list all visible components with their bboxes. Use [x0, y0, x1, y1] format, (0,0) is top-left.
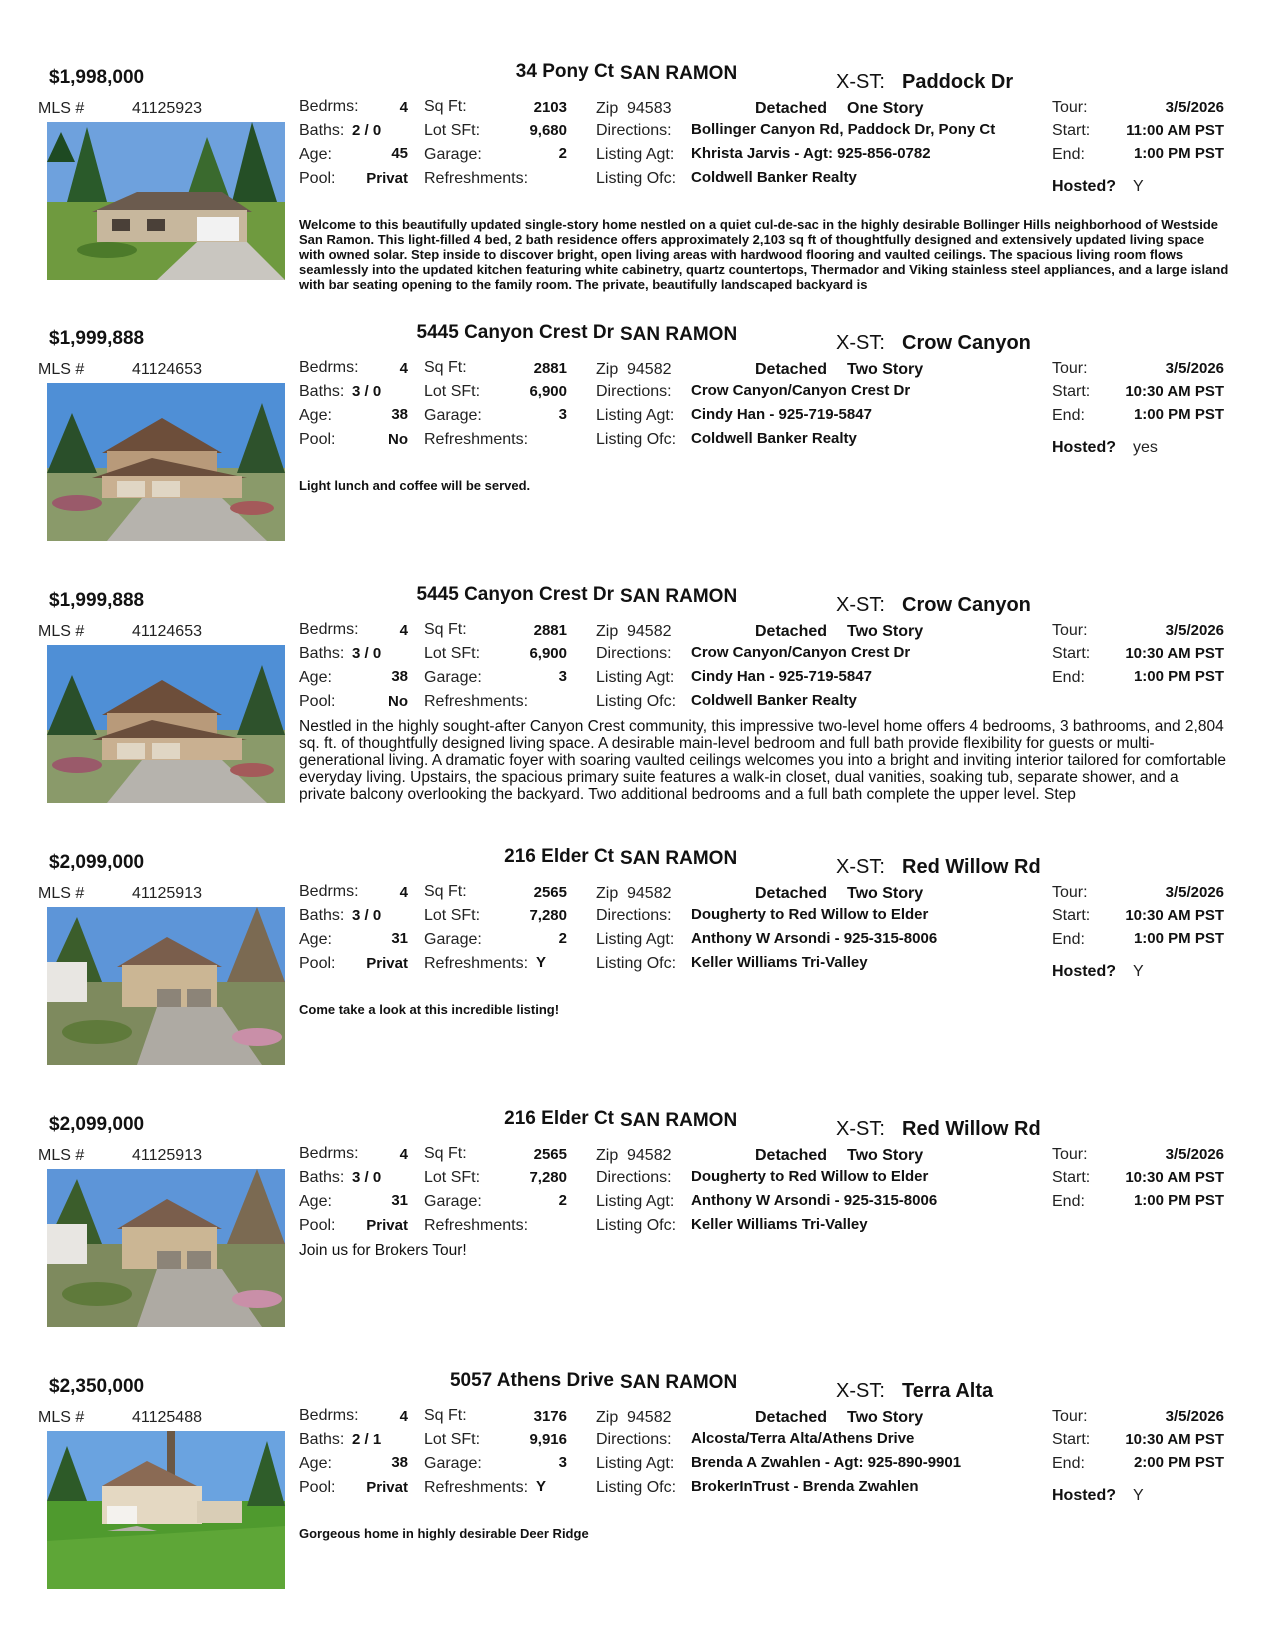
baths-value: 2 / 0	[352, 122, 382, 139]
start-label: Start:	[1052, 1169, 1091, 1186]
agent-value: Cindy Han - 925-719-5847	[691, 668, 872, 685]
start-label: Start:	[1052, 645, 1091, 662]
age-value: 31	[391, 1192, 408, 1209]
zip-value: 94582	[627, 885, 672, 902]
tour-date: 3/5/2026	[1165, 99, 1224, 116]
zip-value: 94582	[627, 1409, 672, 1426]
lot-value: 9,916	[529, 1431, 567, 1448]
start-label: Start:	[1052, 122, 1091, 139]
office-value: Keller Williams Tri-Valley	[691, 1216, 868, 1233]
office-value: Coldwell Banker Realty	[691, 430, 857, 447]
listing-city: SAN RAMON	[620, 1110, 738, 1131]
zip-value: 94582	[627, 361, 672, 378]
listing-city: SAN RAMON	[620, 586, 738, 607]
tour-label: Tour:	[1052, 884, 1088, 901]
sqft-label: Sq Ft:	[424, 359, 467, 376]
garage-label: Garage:	[424, 1193, 482, 1210]
age-value: 38	[391, 1454, 408, 1471]
pool-value: No	[388, 693, 408, 710]
baths-label: Baths:	[299, 1431, 345, 1448]
zip-label: Zip	[596, 1147, 619, 1164]
pool-value: No	[388, 431, 408, 448]
listing-city: SAN RAMON	[620, 324, 738, 345]
age-value: 31	[391, 930, 408, 947]
office-label: Listing Ofc:	[596, 955, 677, 972]
listing-address: 216 Elder Ct	[504, 1108, 614, 1129]
lot-label: Lot SFt:	[424, 645, 481, 662]
baths-value: 3 / 0	[352, 1169, 382, 1186]
stories: Two Story	[847, 885, 924, 902]
listing-216-elder-ct	[0, 840, 1275, 1088]
bedrooms-value: 4	[399, 622, 408, 639]
listing-price: $1,999,888	[49, 590, 145, 611]
sqft-value: 2565	[533, 884, 567, 901]
bedrooms-label: Bedrms:	[299, 98, 359, 115]
directions-value: Dougherty to Red Willow to Elder	[691, 906, 929, 923]
directions-value: Alcosta/Terra Alta/Athens Drive	[691, 1430, 915, 1447]
property-type: Detached	[755, 623, 828, 640]
garage-value: 3	[558, 406, 567, 423]
end-time: 1:00 PM PST	[1133, 668, 1224, 685]
cross-street-label: X-ST:	[836, 1118, 885, 1140]
hosted-value: Y	[1133, 178, 1144, 195]
bedrooms-label: Bedrms:	[299, 1145, 359, 1162]
listing-city: SAN RAMON	[620, 63, 738, 84]
agent-value: Brenda A Zwahlen - Agt: 925-890-9901	[691, 1454, 962, 1471]
bedrooms-label: Bedrms:	[299, 621, 359, 638]
sqft-label: Sq Ft:	[424, 883, 467, 900]
remarks: Join us for Brokers Tour!	[299, 1242, 467, 1259]
tour-date: 3/5/2026	[1165, 1408, 1224, 1425]
baths-value: 2 / 1	[352, 1431, 382, 1448]
bedrooms-value: 4	[399, 99, 408, 116]
garage-label: Garage:	[424, 146, 482, 163]
end-label: End:	[1052, 407, 1085, 424]
end-label: End:	[1052, 1455, 1085, 1472]
end-time: 1:00 PM PST	[1133, 406, 1224, 423]
hosted-value: yes	[1133, 439, 1158, 456]
office-value: Keller Williams Tri-Valley	[691, 954, 868, 971]
bedrooms-value: 4	[399, 360, 408, 377]
age-value: 38	[391, 406, 408, 423]
hosted-label: Hosted?	[1052, 178, 1116, 195]
mls-label: MLS #	[38, 361, 85, 378]
hosted-value: Y	[1133, 1487, 1144, 1504]
directions-value: Bollinger Canyon Rd, Paddock Dr, Pony Ct	[691, 121, 996, 138]
listing-city: SAN RAMON	[620, 1372, 738, 1393]
mls-number: 41125913	[132, 885, 202, 902]
agent-value: Khrista Jarvis - Agt: 925-856-0782	[691, 145, 931, 162]
bedrooms-value: 4	[399, 1146, 408, 1163]
end-label: End:	[1052, 1193, 1085, 1210]
listing-city: SAN RAMON	[620, 848, 738, 869]
sqft-label: Sq Ft:	[424, 98, 467, 115]
hosted-label: Hosted?	[1052, 963, 1116, 980]
mls-number: 41125923	[132, 100, 202, 117]
tour-label: Tour:	[1052, 1408, 1088, 1425]
age-label: Age:	[299, 1455, 332, 1472]
zip-label: Zip	[596, 100, 619, 117]
office-label: Listing Ofc:	[596, 1479, 677, 1496]
tour-label: Tour:	[1052, 622, 1088, 639]
agent-value: Cindy Han - 925-719-5847	[691, 406, 872, 423]
end-label: End:	[1052, 146, 1085, 163]
lot-label: Lot SFt:	[424, 1169, 481, 1186]
property-photo	[47, 122, 285, 280]
sqft-label: Sq Ft:	[424, 1407, 467, 1424]
property-photo	[47, 907, 285, 1065]
baths-label: Baths:	[299, 907, 345, 924]
start-time: 10:30 AM PST	[1125, 645, 1224, 662]
hosted-label: Hosted?	[1052, 1487, 1116, 1504]
garage-value: 3	[558, 668, 567, 685]
lot-label: Lot SFt:	[424, 122, 481, 139]
tour-label: Tour:	[1052, 1146, 1088, 1163]
sqft-label: Sq Ft:	[424, 621, 467, 638]
bedrooms-value: 4	[399, 1408, 408, 1425]
property-photo	[47, 645, 285, 803]
property-type: Detached	[755, 1409, 828, 1426]
office-label: Listing Ofc:	[596, 693, 677, 710]
baths-value: 3 / 0	[352, 907, 382, 924]
garage-label: Garage:	[424, 407, 482, 424]
baths-value: 3 / 0	[352, 645, 382, 662]
mls-label: MLS #	[38, 623, 85, 640]
property-type: Detached	[755, 1147, 828, 1164]
office-value: Coldwell Banker Realty	[691, 692, 857, 709]
lot-value: 9,680	[529, 122, 567, 139]
garage-label: Garage:	[424, 1455, 482, 1472]
sqft-value: 2103	[533, 99, 567, 116]
zip-value: 94583	[627, 100, 672, 117]
baths-label: Baths:	[299, 645, 345, 662]
zip-value: 94582	[627, 623, 672, 640]
zip-label: Zip	[596, 361, 619, 378]
listing-address: 34 Pony Ct	[515, 61, 614, 82]
refreshments-value: Y	[536, 1478, 547, 1495]
zip-label: Zip	[596, 1409, 619, 1426]
start-time: 10:30 AM PST	[1125, 383, 1224, 400]
baths-label: Baths:	[299, 122, 345, 139]
mls-label: MLS #	[38, 1147, 85, 1164]
refreshments-label: Refreshments:	[424, 1479, 529, 1496]
hosted-label: Hosted?	[1052, 439, 1116, 456]
listing-address: 5057 Athens Drive	[449, 1370, 614, 1391]
cross-street-label: X-ST:	[836, 1380, 885, 1402]
start-time: 11:00 AM PST	[1126, 122, 1224, 139]
refreshments-label: Refreshments:	[424, 693, 529, 710]
pool-label: Pool:	[299, 170, 336, 187]
directions-label: Directions:	[596, 383, 672, 400]
start-label: Start:	[1052, 383, 1091, 400]
zip-label: Zip	[596, 623, 619, 640]
end-label: End:	[1052, 931, 1085, 948]
zip-label: Zip	[596, 885, 619, 902]
age-label: Age:	[299, 1193, 332, 1210]
baths-value: 3 / 0	[352, 383, 382, 400]
directions-label: Directions:	[596, 645, 672, 662]
listing-address: 216 Elder Ct	[504, 846, 614, 867]
lot-label: Lot SFt:	[424, 907, 481, 924]
end-label: End:	[1052, 669, 1085, 686]
age-value: 45	[391, 145, 408, 162]
cross-street: Paddock Dr	[902, 71, 1014, 93]
remarks: Nestled in the highly sought-after Canyon Crest community, this impressive two-level home offers 4 bedrooms, 3 bathrooms, and 2,804 sq. ft. of thoughtfully designed living space. A desirable main-level bedroom and full bath provide flexibility for guests or multi-generational living. A dramatic foyer with soaring vaulted ceilings welcomes you into a bright and inviting interior tailored for comfortable everyday living. Upstairs, the spacious primary suite features a walk-in closet, dual vanities, soaking tub, separate shower, and a private balcony overlooking the backyard. Two additional bedrooms and a full bath complete the upper level. Step	[299, 718, 1227, 803]
cross-street: Terra Alta	[902, 1380, 994, 1402]
property-type: Detached	[755, 885, 828, 902]
remarks: Light lunch and coffee will be served.	[299, 478, 531, 493]
cross-street-label: X-ST:	[836, 71, 885, 93]
age-label: Age:	[299, 931, 332, 948]
end-time: 1:00 PM PST	[1133, 1192, 1224, 1209]
directions-label: Directions:	[596, 1431, 672, 1448]
agent-label: Listing Agt:	[596, 1455, 675, 1472]
end-time: 1:00 PM PST	[1133, 145, 1224, 162]
refreshments-label: Refreshments:	[424, 170, 529, 187]
tour-date: 3/5/2026	[1165, 1146, 1224, 1163]
property-photo	[47, 383, 285, 541]
pool-label: Pool:	[299, 431, 336, 448]
cross-street-label: X-ST:	[836, 856, 885, 878]
refreshments-label: Refreshments:	[424, 955, 529, 972]
mls-number: 41124653	[132, 361, 202, 378]
refreshments-label: Refreshments:	[424, 431, 529, 448]
tour-label: Tour:	[1052, 360, 1088, 377]
cross-street: Crow Canyon	[902, 594, 1031, 616]
listing-5445-canyon-crest-dr	[0, 316, 1275, 564]
garage-label: Garage:	[424, 669, 482, 686]
tour-date: 3/5/2026	[1165, 884, 1224, 901]
directions-value: Dougherty to Red Willow to Elder	[691, 1168, 929, 1185]
pool-value: Privat	[366, 955, 408, 972]
mls-number: 41125913	[132, 1147, 202, 1164]
listing-5445-canyon-crest-dr-remarks	[0, 578, 1275, 826]
office-value: Coldwell Banker Realty	[691, 169, 857, 186]
agent-label: Listing Agt:	[596, 931, 675, 948]
remarks: Welcome to this beautifully updated single-story home nestled on a quiet cul-de-sac in the highly desirable Bollinger Hills neighborhood of Westside San Ramon. This light-filled 4 bed, 2 bath residence offers approximately 2,103 sq ft of thoughtfully designed and extensively updated living space with owned solar. Step inside to discover bright, open living areas with hardwood flooring and vaulted ceilings. The spacious living room flows seamlessly into the updated kitchen featuring white cabinetry, quartz countertops, Thermador and Viking stainless steel appliances, and a large island with bar seating opening to the family room. The private, beautifully landscaped backyard is	[299, 217, 1229, 292]
listing-price: $2,099,000	[49, 1114, 145, 1135]
cross-street: Red Willow Rd	[902, 1118, 1041, 1140]
start-label: Start:	[1052, 907, 1091, 924]
pool-label: Pool:	[299, 955, 336, 972]
pool-label: Pool:	[299, 1217, 336, 1234]
cross-street: Red Willow Rd	[902, 856, 1041, 878]
baths-label: Baths:	[299, 1169, 345, 1186]
stories: Two Story	[847, 623, 924, 640]
garage-value: 2	[558, 930, 567, 947]
directions-label: Directions:	[596, 122, 672, 139]
pool-label: Pool:	[299, 1479, 336, 1496]
remarks: Come take a look at this incredible listing!	[299, 1002, 560, 1017]
property-type: Detached	[755, 361, 828, 378]
lot-value: 7,280	[529, 1169, 567, 1186]
listing-5057-athens-drive	[0, 1364, 1275, 1612]
start-label: Start:	[1052, 1431, 1091, 1448]
lot-value: 7,280	[529, 907, 567, 924]
start-time: 10:30 AM PST	[1125, 1169, 1224, 1186]
office-label: Listing Ofc:	[596, 1217, 677, 1234]
pool-value: Privat	[366, 1479, 408, 1496]
bedrooms-label: Bedrms:	[299, 883, 359, 900]
agent-label: Listing Agt:	[596, 1193, 675, 1210]
pool-value: Privat	[366, 170, 408, 187]
stories: One Story	[847, 100, 924, 117]
refreshments-value: Y	[536, 954, 547, 971]
office-value: BrokerInTrust - Brenda Zwahlen	[691, 1478, 919, 1495]
lot-label: Lot SFt:	[424, 1431, 481, 1448]
remarks: Gorgeous home in highly desirable Deer Ridge	[299, 1526, 589, 1541]
mls-label: MLS #	[38, 885, 85, 902]
stories: Two Story	[847, 1409, 924, 1426]
agent-value: Anthony W Arsondi - 925-315-8006	[691, 1192, 938, 1209]
start-time: 10:30 AM PST	[1125, 1431, 1224, 1448]
cross-street-label: X-ST:	[836, 332, 885, 354]
sqft-value: 3176	[533, 1408, 567, 1425]
sqft-label: Sq Ft:	[424, 1145, 467, 1162]
sqft-value: 2565	[533, 1146, 567, 1163]
lot-label: Lot SFt:	[424, 383, 481, 400]
sqft-value: 2881	[533, 622, 567, 639]
refreshments-label: Refreshments:	[424, 1217, 529, 1234]
agent-label: Listing Agt:	[596, 146, 675, 163]
listing-34-pony-ct	[0, 55, 1275, 303]
directions-value: Crow Canyon/Canyon Crest Dr	[691, 382, 911, 399]
zip-value: 94582	[627, 1147, 672, 1164]
pool-value: Privat	[366, 1217, 408, 1234]
listing-address: 5445 Canyon Crest Dr	[416, 584, 614, 605]
bedrooms-label: Bedrms:	[299, 1407, 359, 1424]
baths-label: Baths:	[299, 383, 345, 400]
end-time: 1:00 PM PST	[1133, 930, 1224, 947]
age-label: Age:	[299, 407, 332, 424]
directions-value: Crow Canyon/Canyon Crest Dr	[691, 644, 911, 661]
property-type: Detached	[755, 100, 828, 117]
mls-label: MLS #	[38, 100, 85, 117]
agent-label: Listing Agt:	[596, 407, 675, 424]
garage-value: 3	[558, 1454, 567, 1471]
listing-price: $1,999,888	[49, 328, 145, 349]
age-value: 38	[391, 668, 408, 685]
cross-street: Crow Canyon	[902, 332, 1031, 354]
pool-label: Pool:	[299, 693, 336, 710]
property-photo	[47, 1431, 285, 1589]
age-label: Age:	[299, 146, 332, 163]
garage-value: 2	[558, 1192, 567, 1209]
office-label: Listing Ofc:	[596, 170, 677, 187]
directions-label: Directions:	[596, 1169, 672, 1186]
bedrooms-value: 4	[399, 884, 408, 901]
tour-date: 3/5/2026	[1165, 360, 1224, 377]
listing-price: $2,350,000	[49, 1376, 145, 1397]
stories: Two Story	[847, 361, 924, 378]
property-photo	[47, 1169, 285, 1327]
sqft-value: 2881	[533, 360, 567, 377]
listing-216-elder-ct-brokers-tour	[0, 1102, 1275, 1350]
directions-label: Directions:	[596, 907, 672, 924]
stories: Two Story	[847, 1147, 924, 1164]
lot-value: 6,900	[529, 383, 567, 400]
listing-price: $2,099,000	[49, 852, 145, 873]
tour-label: Tour:	[1052, 99, 1088, 116]
listing-price: $1,998,000	[49, 67, 145, 88]
office-label: Listing Ofc:	[596, 431, 677, 448]
mls-label: MLS #	[38, 1409, 85, 1426]
start-time: 10:30 AM PST	[1125, 907, 1224, 924]
agent-value: Anthony W Arsondi - 925-315-8006	[691, 930, 938, 947]
lot-value: 6,900	[529, 645, 567, 662]
cross-street-label: X-ST:	[836, 594, 885, 616]
garage-label: Garage:	[424, 931, 482, 948]
mls-number: 41124653	[132, 623, 202, 640]
end-time: 2:00 PM PST	[1133, 1454, 1224, 1471]
hosted-value: Y	[1133, 963, 1144, 980]
mls-number: 41125488	[132, 1409, 202, 1426]
tour-date: 3/5/2026	[1165, 622, 1224, 639]
garage-value: 2	[558, 145, 567, 162]
bedrooms-label: Bedrms:	[299, 359, 359, 376]
age-label: Age:	[299, 669, 332, 686]
agent-label: Listing Agt:	[596, 669, 675, 686]
listing-address: 5445 Canyon Crest Dr	[416, 322, 614, 343]
